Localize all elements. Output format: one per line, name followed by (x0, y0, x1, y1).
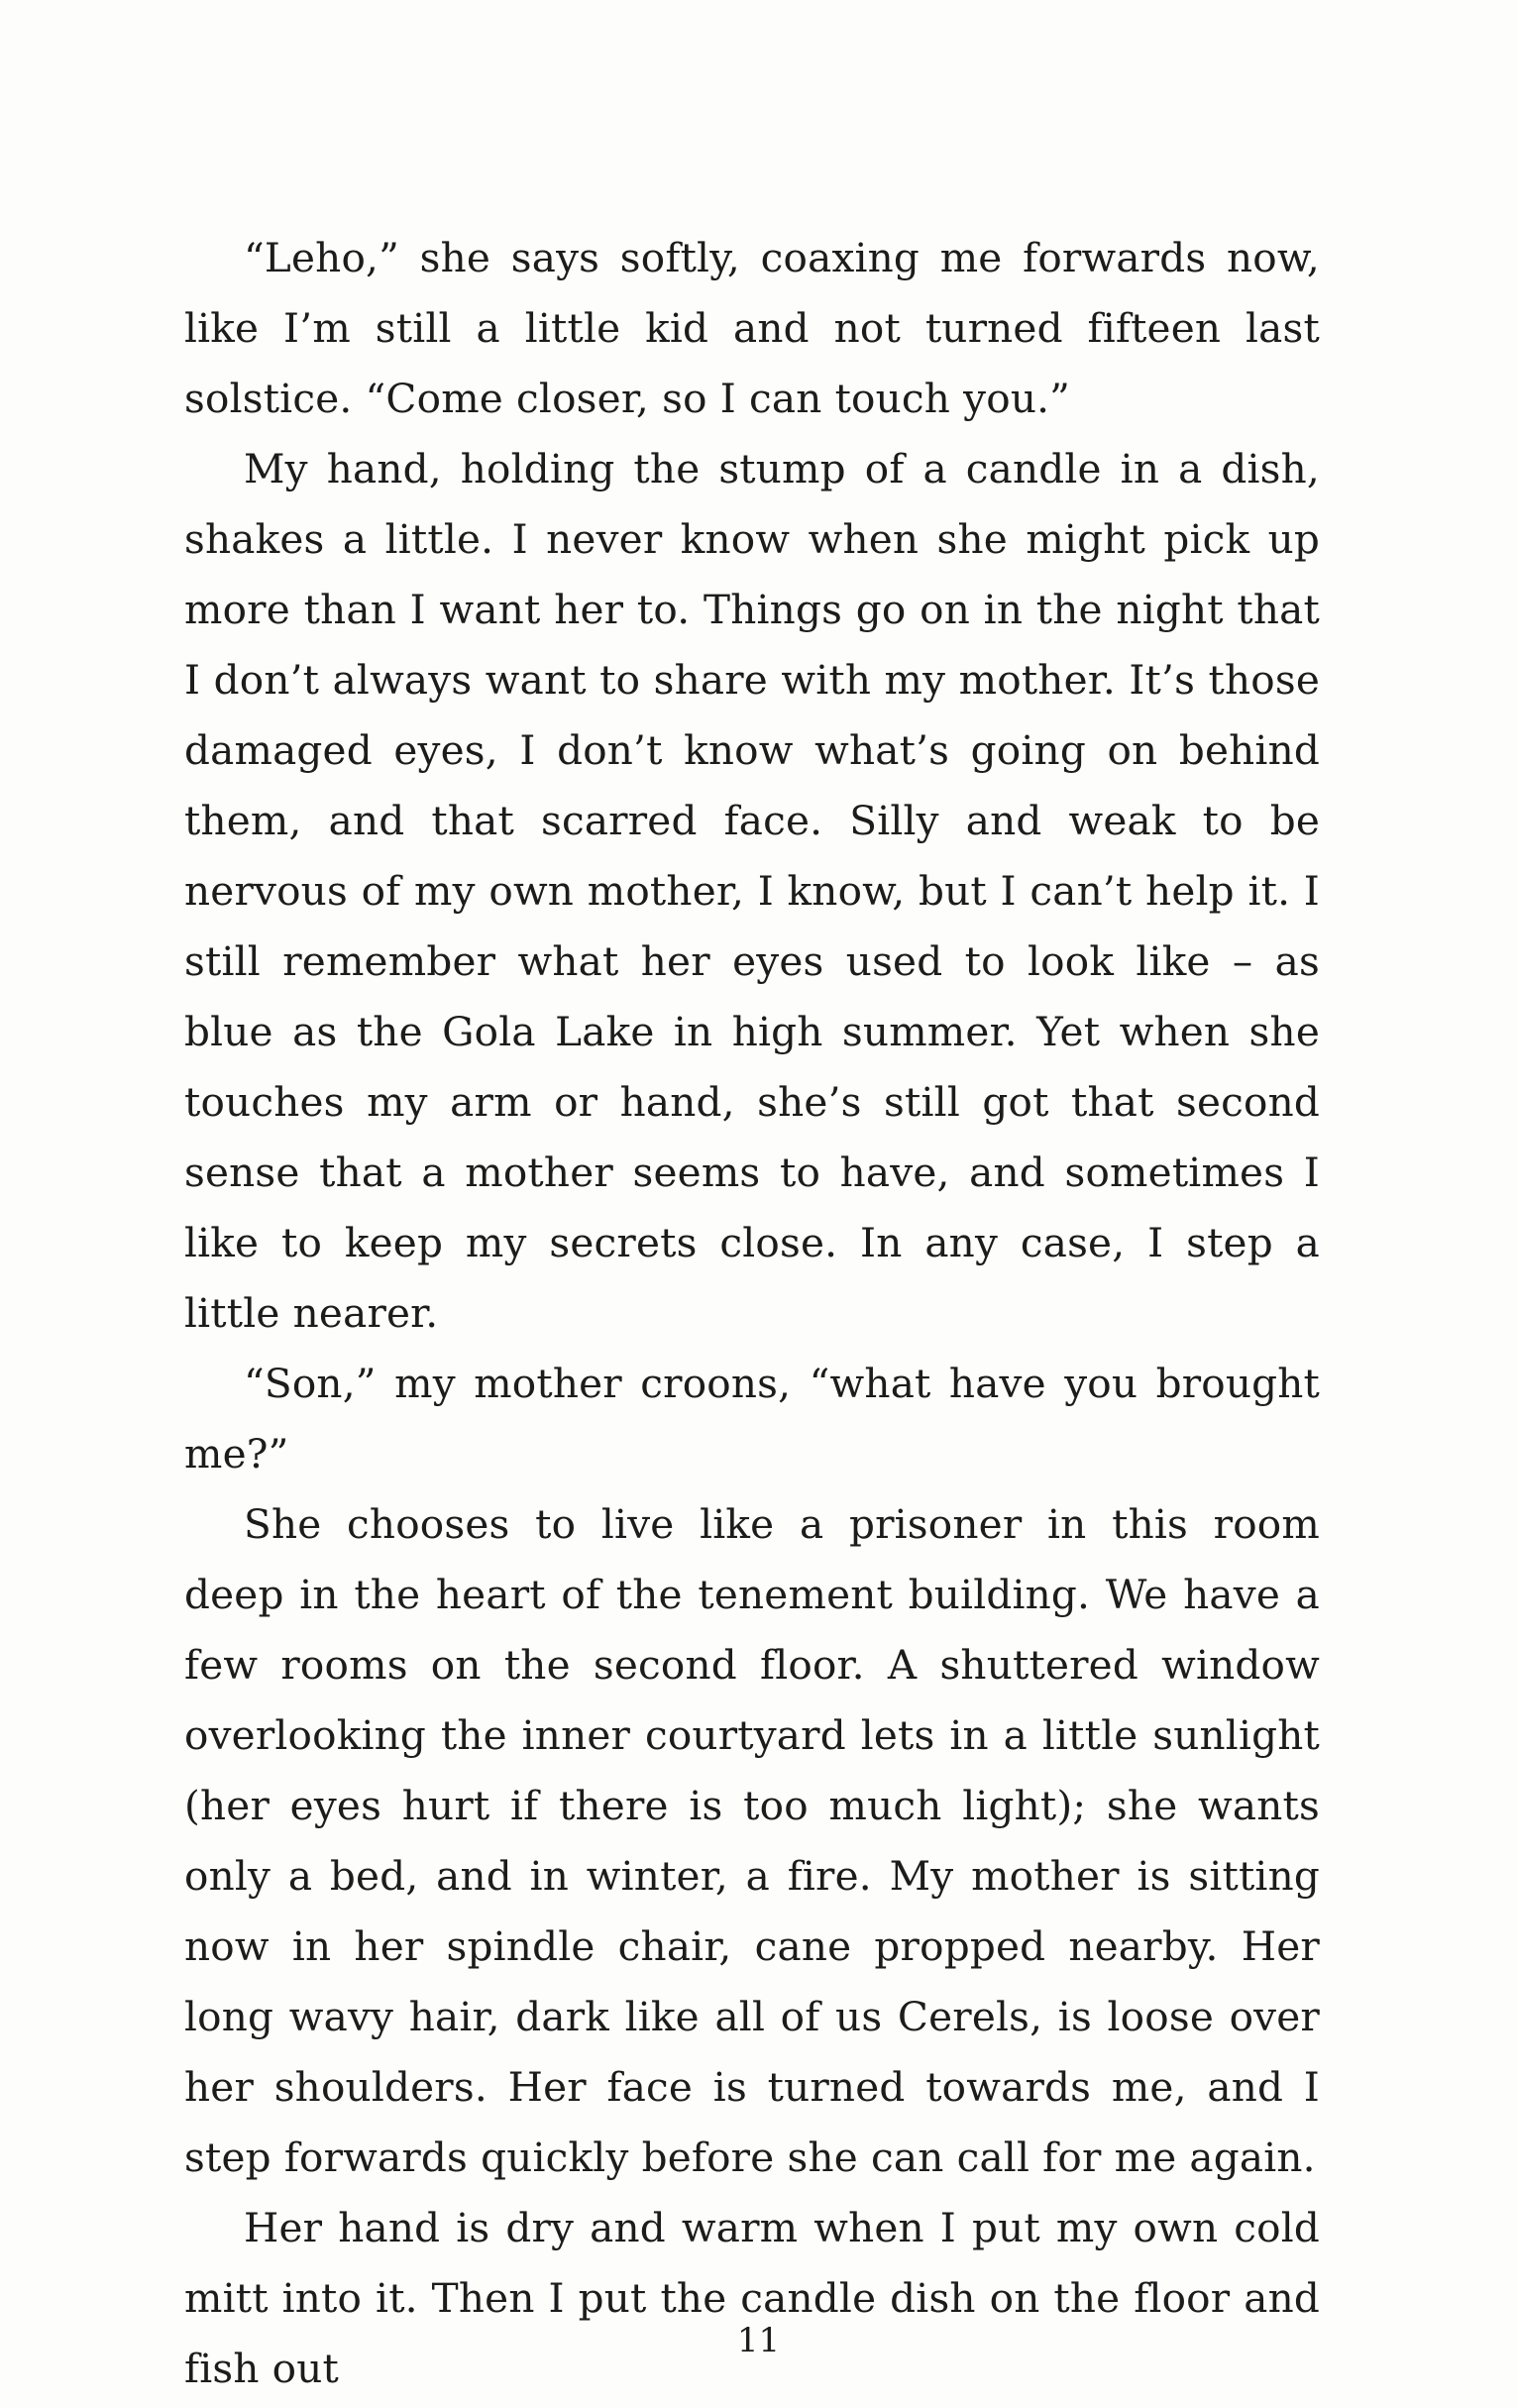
paragraph-4: She chooses to live like a prisoner in this room deep in the heart of the tenement building. We have a few rooms on the second floor. A shuttered window overlooking the inner courtyard lets in a little sunlight (her eyes hurt if there is too much light); she wants only a bed, and in winter, a fire. My mother is sitting now in her spindle chair, cane propped nearby. Her long wavy hair, dark like all of us Cerels, is loose over her shoulders. Her face is turned towards me, and I step forwards quickly before she can call for me again. (184, 1500, 1320, 2181)
paragraph-1: “Leho,” she says softly, coaxing me forwards now, like I’m still a little kid and not turned fifteen last solstice. “Come closer, so I can touch you.” (184, 234, 1320, 422)
paragraph-5: Her hand is dry and warm when I put my own cold mitt into it. Then I put the candle dish on the floor and fish out (184, 2204, 1320, 2392)
paragraph-2: My hand, holding the stump of a candle in a dish, shakes a little. I never know when she might pick up more than I want her to. Things go on in the night that I don’t always want to share with my mother. It’s those damaged eyes, I don’t know what’s going on behind them, and that scarred face. Silly and weak to be nervous of my own mother, I know, but I can’t help it. I still remember what her eyes used to look like – as blue as the Gola Lake in high summer. Yet when she touches my arm or hand, she’s still got that second sense that a mother seems to have, and sometimes I like to keep my secrets close. In any case, I step a little nearer. (184, 445, 1320, 1337)
body-text (184, 223, 1320, 2404)
paragraph-3: “Son,” my mother croons, “what have you brought me?” (184, 1360, 1320, 1478)
page-number: 11 (736, 2321, 781, 2360)
